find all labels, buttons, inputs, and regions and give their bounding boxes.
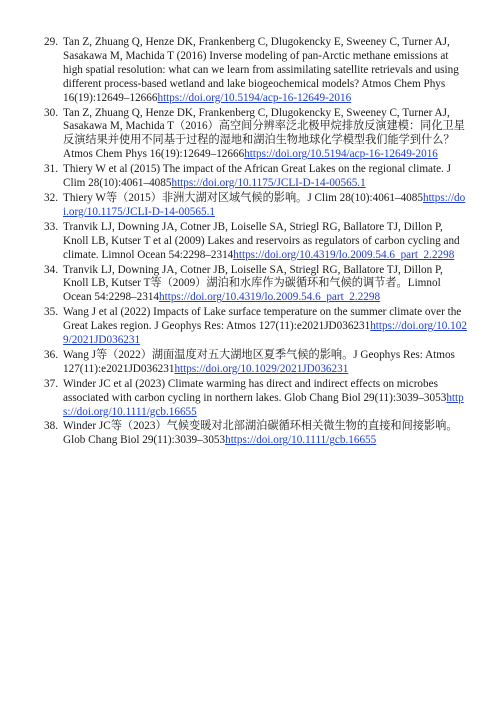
reference-item <box>44 348 468 377</box>
reference-item <box>44 163 468 191</box>
reference-number: 33. <box>44 220 58 233</box>
reference-number: 34. <box>44 263 58 276</box>
reference-item <box>44 420 468 448</box>
reference-number: 29. <box>44 36 58 48</box>
doi-link[interactable]: https://doi.org/10.4319/lo.2009.54.6_part_2.2298 <box>159 291 381 304</box>
reference-text: Thiery W et al (2015) The impact of the African Great Lakes on the regional climate. J Clim 28(10):4061–4085 <box>63 163 452 190</box>
reference-number: 37. <box>44 377 58 390</box>
doi-link[interactable]: https://doi.org/10.1175/JCLI-D-14-00565.1 <box>63 191 466 218</box>
reference-text: Winder JC等（2023）气候变暖对北部湖泊碳循环相关微生物的直接和间接影响。Glob Chang Biol 29(11):3039–3053 <box>63 420 458 447</box>
doi-link[interactable]: https://doi.org/10.5194/acp-16-12649-2016 <box>244 148 438 161</box>
reference-list <box>44 36 468 449</box>
reference-number: 36. <box>44 348 58 361</box>
doi-link[interactable]: https://doi.org/10.1111/gcb.16655 <box>225 434 377 447</box>
reference-text: Tranvik LJ, Downing JA, Cotner JB, Loiselle SA, Striegl RG, Ballatore TJ, Dillon P, Knoll LB, Kutser T等（2009）湖泊和水库作为碳循环和气候的调节者。Limnol Ocean 54:2298–2314 <box>63 263 443 304</box>
doi-link[interactable]: https://doi.org/10.1029/2021JD036231 <box>174 362 349 375</box>
doi-link[interactable]: https://doi.org/10.1175/JCLI-D-14-00565.1 <box>171 177 366 190</box>
doi-link[interactable]: https://doi.org/10.4319/lo.2009.54.6_part_2.2298 <box>233 248 455 261</box>
reference-item <box>44 220 468 263</box>
reference-text: Tan Z, Zhuang Q, Henze DK, Frankenberg C, Dlugokencky E, Sweeney C, Turner AJ, Sasakawa M, Machida T（2016）高空间分辨率泛北极甲烷排放反演建模：同化卫星反演结果并使用不同基于过程的湿地和湖泊生物地球化学模型我们能学到什么？ Atmos Chem Phys 16(19):12649–12666 <box>63 106 465 161</box>
reference-item <box>44 36 468 106</box>
doi-link[interactable]: https://doi.org/10.1029/2021JD036231 <box>63 320 467 347</box>
reference-text: Wang J et al (2022) Impacts of Lake surface temperature on the summer climate over the Great Lakes region. J Geophys Res: Atmos 127(11):e2021JD036231 <box>63 306 462 333</box>
reference-number: 32. <box>44 191 58 204</box>
reference-text: Winder JC et al (2023) Climate warming has direct and indirect effects on microbes associated with carbon cycling in northern lakes. Glob Chang Biol 29(11):3039–3053 <box>63 377 447 404</box>
doi-link[interactable]: https://doi.org/10.1111/gcb.16655 <box>63 391 464 418</box>
reference-number: 30. <box>44 106 58 119</box>
reference-item <box>44 191 468 220</box>
reference-number: 31. <box>44 163 58 176</box>
reference-text: Wang J等（2022）湖面温度对五大湖地区夏季气候的影响。J Geophys Res: Atmos 127(11):e2021JD036231 <box>63 348 455 375</box>
reference-item <box>44 106 468 163</box>
reference-number: 35. <box>44 306 58 319</box>
reference-number: 38. <box>44 420 58 433</box>
reference-item <box>44 263 468 306</box>
doi-link[interactable]: https://doi.org/10.5194/acp-16-12649-2016 <box>157 91 352 104</box>
reference-text: Tranvik LJ, Downing JA, Cotner JB, Loiselle SA, Striegl RG, Ballatore TJ, Dillon P, Knoll LB, Kutser T et al (2009) Lakes and reservoirs as regulators of carbon cycling and climate. Limnol Ocean 54:2298–2314 <box>63 220 460 261</box>
reference-text: Thiery W等（2015）非洲大湖对区域气候的影响。J Clim 28(10):4061–4085 <box>63 191 423 204</box>
reference-item <box>44 306 468 348</box>
reference-item <box>44 377 468 420</box>
reference-text: Tan Z, Zhuang Q, Henze DK, Frankenberg C, Dlugokencky E, Sweeney C, Turner AJ, Sasakawa M, Machida T (2016) Inverse modeling of pan-Arctic methane emissions at high spatial resolution: what can we learn from assimilating satellite retrievals and using different process-based wetland and lake biogeochemical models? Atmos Chem Phys 16(19):12649–12666 <box>63 36 459 104</box>
